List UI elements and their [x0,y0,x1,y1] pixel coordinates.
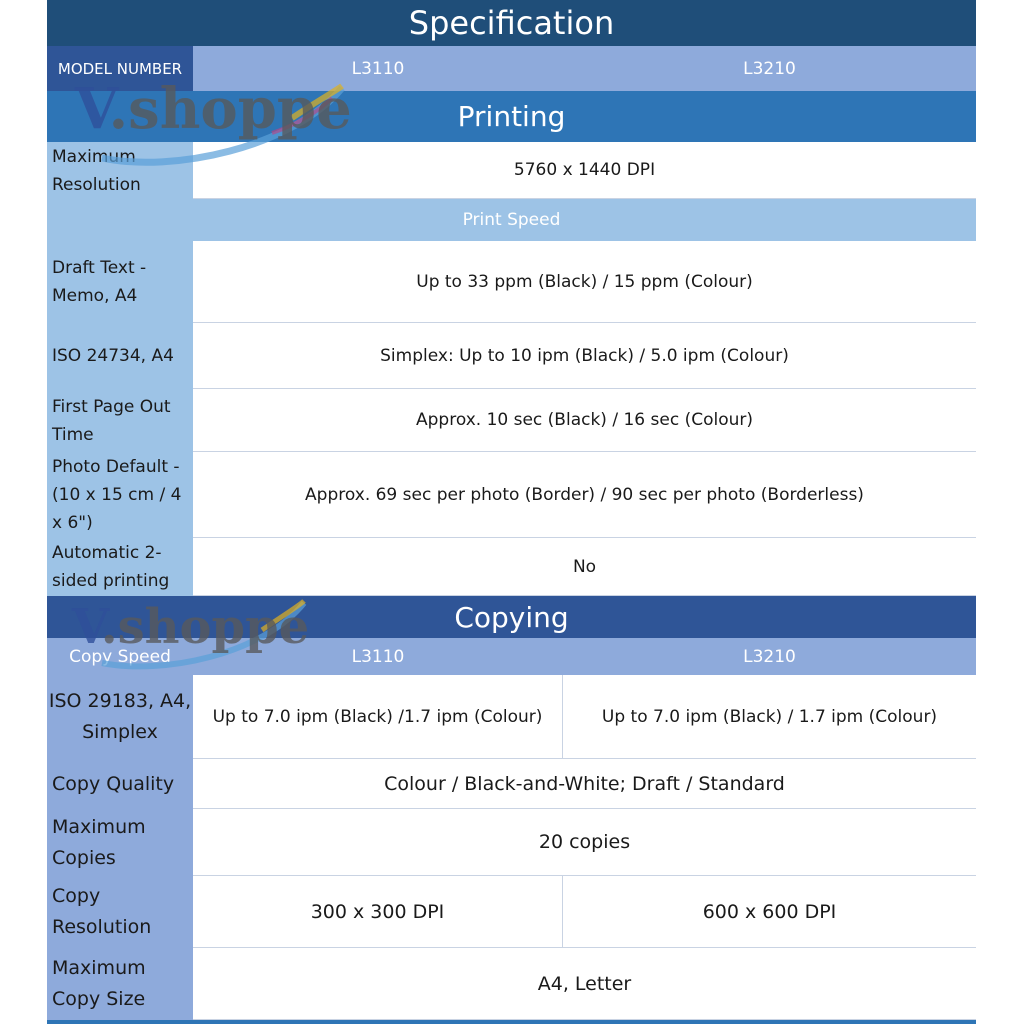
copying-section-row [47,596,976,638]
copy-resolution-label: Copy Resolution [47,876,193,948]
copy-speed-label: Copy Speed [47,638,193,675]
table-row [47,675,976,759]
copying-heading: Copying [47,596,976,638]
table-row [47,876,976,948]
max-copy-size-label: Maximum Copy Size [47,948,193,1020]
watermark-v: V [75,76,109,142]
photo-default-value: Approx. 69 sec per photo (Border) / 90 sec per photo (Borderless) [193,452,976,538]
copy-l3110-header: L3110 [193,638,563,675]
print-speed-heading: Print Speed [47,199,976,241]
table-row [47,241,976,323]
auto-duplex-label: Automatic 2-sided printing [47,538,193,596]
table-row [47,809,976,876]
watermark-rest: .shoppe [108,76,352,142]
iso-29183-label: ISO 29183, A4, Simplex [47,675,193,759]
max-copies-label: Maximum Copies [47,809,193,876]
model-number-row [47,46,976,91]
watermark-v-bottom: V [72,599,101,655]
copy-speed-row [47,638,976,675]
printing-heading: Printing [47,91,976,142]
model-number-label: MODEL NUMBER [47,46,193,91]
iso-24734-value: Simplex: Up to 10 ipm (Black) / 5.0 ipm (Colour) [193,323,976,389]
photo-default-label: Photo Default - (10 x 15 cm / 4 x 6") [47,452,193,538]
printing-section-row [47,91,976,142]
first-page-out-value: Approx. 10 sec (Black) / 16 sec (Colour) [193,389,976,452]
iso-29183-l3110-value: Up to 7.0 ipm (Black) /1.7 ipm (Colour) [193,675,563,759]
table-row [47,389,976,452]
max-resolution-value: 5760 x 1440 DPI [193,142,976,199]
iso-24734-label: ISO 24734, A4 [47,323,193,389]
copy-resolution-l3110-value: 300 x 300 DPI [193,876,563,948]
model-l3210-header: L3210 [563,46,976,91]
iso-29183-l3210-value: Up to 7.0 ipm (Black) / 1.7 ipm (Colour) [563,675,976,759]
copy-quality-label: Copy Quality [47,759,193,809]
draft-text-label: Draft Text - Memo, A4 [47,241,193,323]
copy-quality-value: Colour / Black-and-White; Draft / Standard [193,759,976,809]
copy-resolution-l3210-value: 600 x 600 DPI [563,876,976,948]
max-copy-size-value: A4, Letter [193,948,976,1020]
title-row [47,0,976,46]
max-copies-value: 20 copies [193,809,976,876]
max-resolution-row [47,142,976,199]
table-row [47,538,976,596]
max-resolution-label: Maximum Resolution [47,142,193,199]
model-l3110-header: L3110 [193,46,563,91]
spec-sheet [47,0,976,1024]
table-row [47,948,976,1020]
first-page-out-label: First Page Out Time [47,389,193,452]
page-title: Specification [47,0,976,46]
table-row [47,759,976,809]
draft-text-value: Up to 33 ppm (Black) / 15 ppm (Colour) [193,241,976,323]
copy-l3210-header: L3210 [563,638,976,675]
watermark-rest-bottom: .shoppe [100,599,310,655]
print-speed-row [47,199,976,241]
auto-duplex-value: No [193,538,976,596]
bottom-border [47,1020,976,1024]
table-row [47,323,976,389]
table-row [47,452,976,538]
